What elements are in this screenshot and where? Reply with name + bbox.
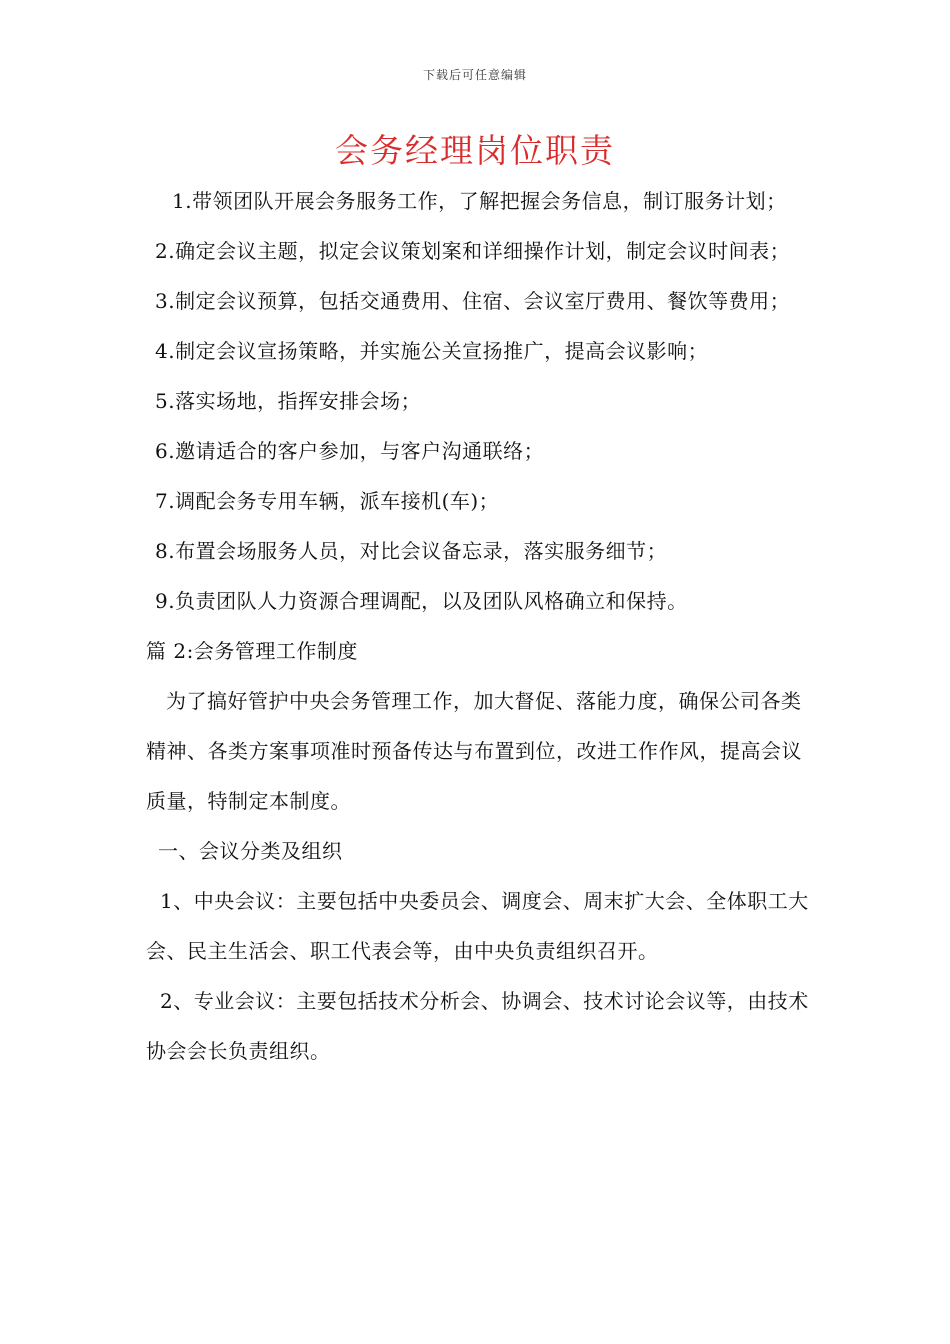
- paragraph-professional-meeting: 2、专业会议：主要包括技术分析会、协调会、技术讨论会议等，由技术协会会长负责组织。: [146, 989, 809, 1063]
- paragraph-duty-8: 8.布置会场服务人员，对比会议备忘录，落实服务细节；: [155, 539, 668, 563]
- paragraph-intro: 为了搞好管护中央会务管理工作，加大督促、落能力度，确保公司各类精神、各类方案事项准时预备传达与布置到位，改进工作作风，提高会议质量，特制定本制度。: [146, 689, 802, 813]
- paragraph-duty-6: 6.邀请适合的客户参加，与客户沟通联络；: [155, 439, 545, 463]
- header-note: 下载后可任意编辑: [422, 68, 527, 82]
- paragraph-duty-7: 7.调配会务专用车辆，派车接机(车)；: [155, 489, 500, 513]
- paragraph-duty-3: 3.制定会议预算，包括交通费用、住宿、会议室厅费用、餐饮等费用；: [155, 289, 791, 313]
- paragraph-duty-9: 9.负责团队人力资源合理调配，以及团队风格确立和保持。: [155, 589, 688, 613]
- paragraph-central-meeting: 1、中央会议：主要包括中央委员会、调度会、周末扩大会、全体职工大会、民主生活会、职工代表会等，由中央负责组织召开。: [146, 889, 809, 963]
- subheading-meeting-types: 一、会议分类及组织: [158, 839, 343, 863]
- paragraph-duty-4: 4.制定会议宣扬策略，并实施公关宣扬推广，提高会议影响；: [155, 339, 709, 363]
- paragraph-duty-2: 2.确定会议主题，拟定会议策划案和详细操作计划，制定会议时间表；: [155, 239, 791, 263]
- document-title: 会务经理岗位职责: [335, 131, 615, 170]
- document-body: [146, 176, 810, 1076]
- paragraph-duty-1: 1.带领团队开展会务服务工作，了解把握会务信息，制订服务计划；: [172, 189, 787, 213]
- section-heading: 篇 2:会务管理工作制度: [146, 639, 358, 663]
- paragraph-duty-5: 5.落实场地，指挥安排会场；: [155, 389, 422, 413]
